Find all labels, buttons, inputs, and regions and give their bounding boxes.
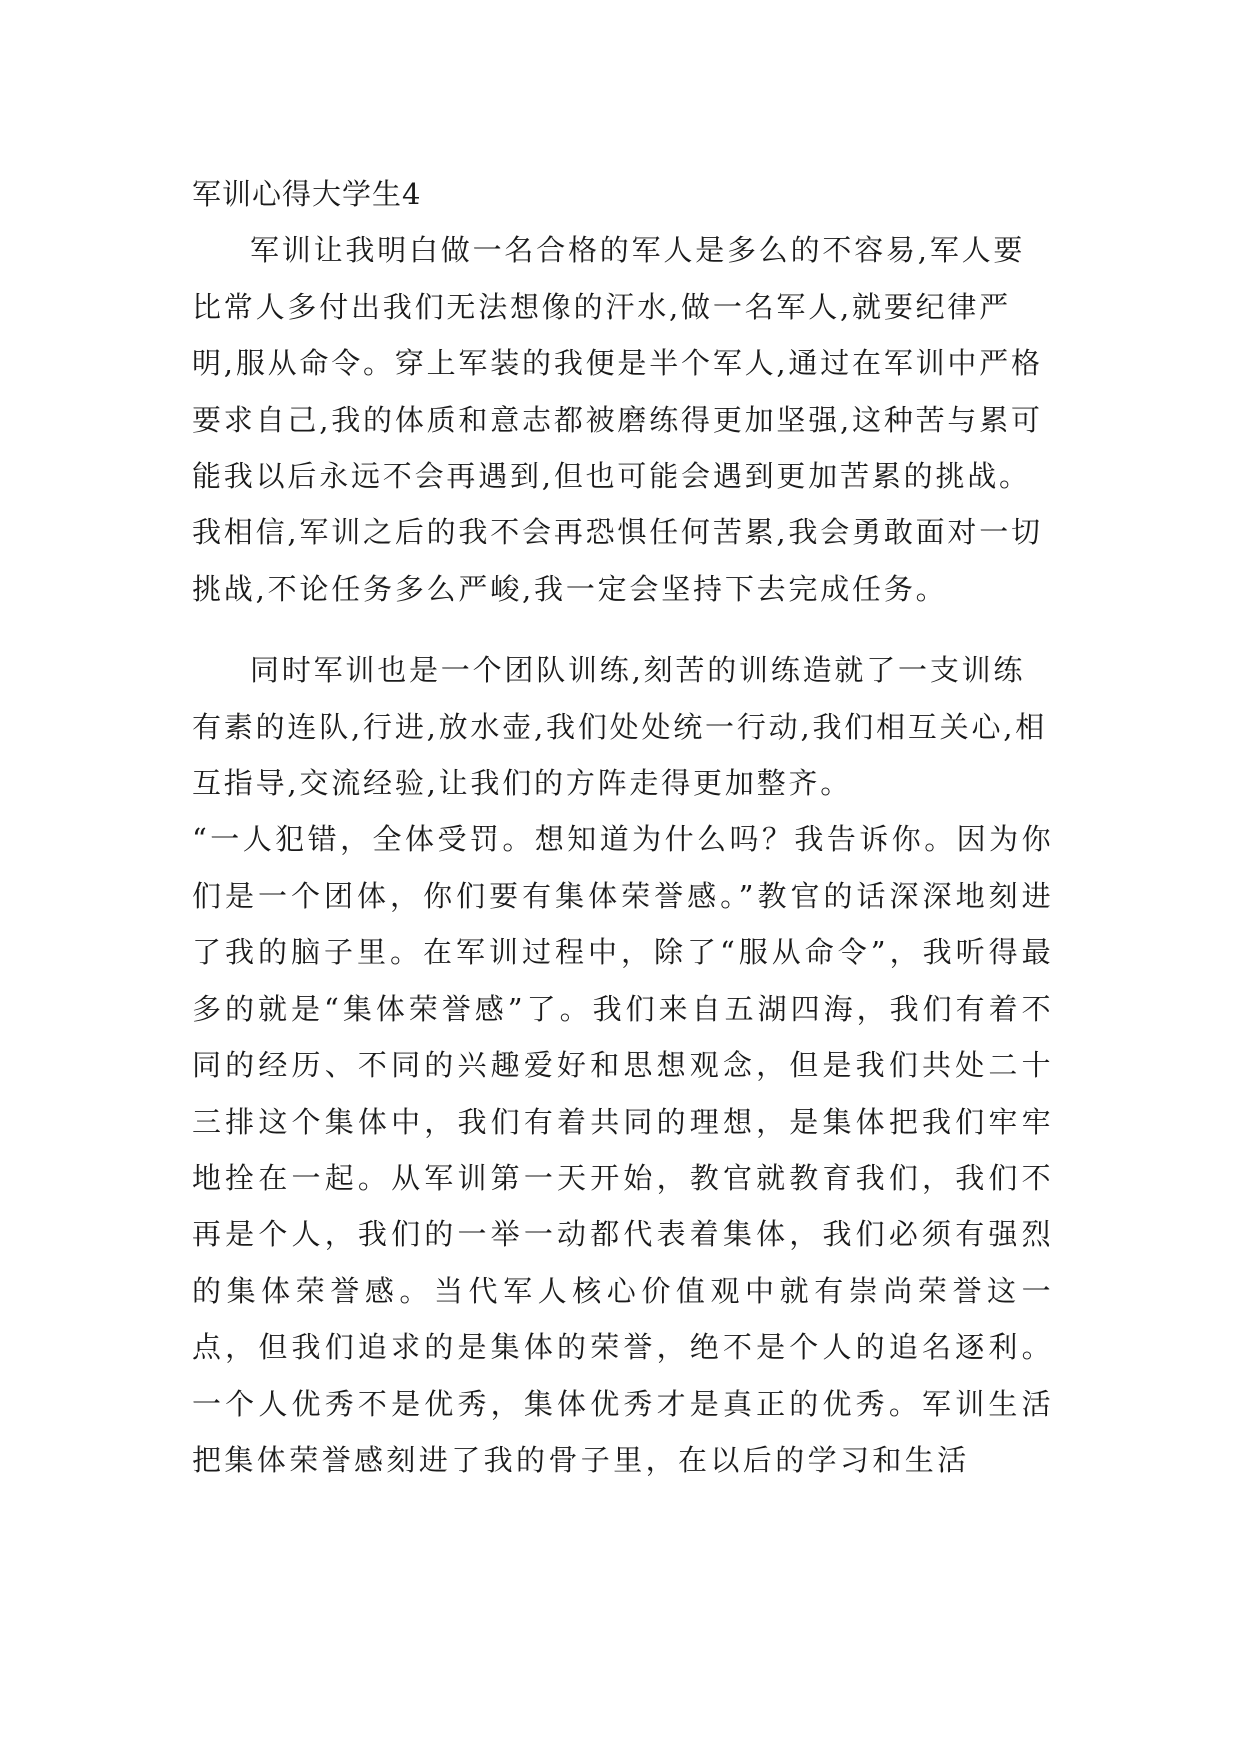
paragraph-military-training-hardship: 军训让我明白做一名合格的军人是多么的不容易,军人要比常人多付出我们无法想像的汗水,做一名军人,就要纪律严明,服从命令。穿上军装的我便是半个军人,通过在军训中严格要求自己,我的体质和意志都被磨练得更加坚强,这种苦与累可能我以后永远不会再遇到,但也可能会遇到更加苦累的挑战。我相信,军训之后的我不会再恐惧任何苦累,我会勇敢面对一切挑战,不论任务多么严峻,我一定会坚持下去完成任务。: [192, 233, 1043, 606]
paragraph-team-training: 同时军训也是一个团队训练,刻苦的训练造就了一支训练有素的连队,行进,放水壶,我们处处统一行动,我们相互关心,相互指导,交流经验,让我们的方阵走得更加整齐。: [192, 653, 1048, 801]
document-body: [192, 166, 1054, 1488]
document-title: 军训心得大学生4: [192, 177, 422, 211]
paragraph-collective-honor: “一人犯错，全体受罚。想知道为什么吗？我告诉你。因为你们是一个团体，你们要有集体荣誉感。”教官的话深深地刻进了我的脑子里。在军训过程中，除了“服从命令”，我听得最多的就是“集体荣誉感”了。我们来自五湖四海，我们有着不同的经历、不同的兴趣爱好和思想观念，但是我们共处二十三排这个集体中，我们有着共同的理想，是集体把我们牢牢地拴在一起。从军训第一天开始，教官就教育我们，我们不再是个人，我们的一举一动都代表着集体，我们必须有强烈的集体荣誉感。当代军人核心价值观中就有崇尚荣誉这一点，但我们追求的是集体的荣誉，绝不是个人的追名逐利。一个人优秀不是优秀，集体优秀才是真正的优秀。军训生活把集体荣誉感刻进了我的骨子里，在以后的学习和生活: [192, 822, 1054, 1477]
